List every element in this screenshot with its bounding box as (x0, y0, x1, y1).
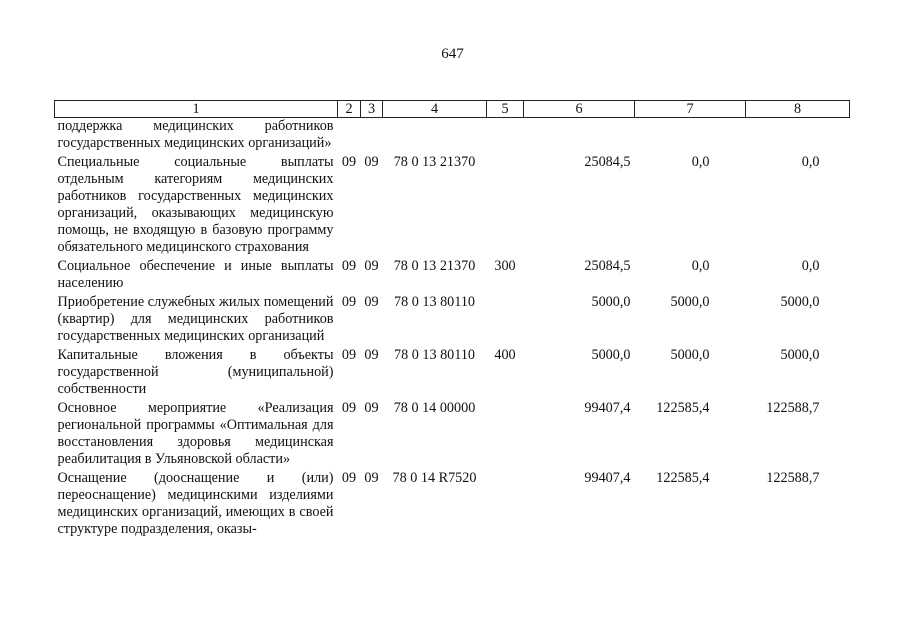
row-expense-type (487, 470, 524, 540)
row-expense-type: 300 (494, 258, 516, 274)
row-target-code: 78 0 13 21370 (393, 154, 476, 170)
table-row (55, 470, 850, 540)
col-header-6: 6 (524, 101, 635, 118)
row-value-1 (524, 118, 635, 155)
row-target-code: 78 0 14 00000 (393, 400, 476, 416)
row-value-2: 0,0 (691, 154, 710, 170)
row-subsection: 09 (364, 258, 379, 274)
row-value-1: 5000,0 (591, 347, 631, 363)
row-value-2: 122585,4 (656, 400, 710, 416)
row-value-3: 5000,0 (780, 294, 820, 310)
row-section (338, 118, 361, 155)
row-subsection: 09 (364, 470, 379, 486)
row-value-2: 0,0 (691, 258, 710, 274)
row-name: поддержка медицинских работников государственных медицинских организаций» (57, 118, 334, 151)
row-value-1: 5000,0 (591, 294, 631, 310)
budget-table (54, 100, 850, 540)
row-name: Основное мероприятие «Реализация региональной программы «Оптимальная для восстановления здоровья медицинская реабилитация в Ульяновской области» (57, 400, 334, 467)
row-name: Специальные социальные выплаты отдельным категориям медицинских работников государственных медицинских организаций, оказывающих медицинскую помощь, не входящую в базовую программу обязательного медицинского страхования (57, 154, 334, 255)
row-expense-type (487, 294, 524, 347)
row-value-3: 122588,7 (766, 470, 820, 486)
row-value-3 (746, 118, 850, 155)
col-header-8: 8 (746, 101, 850, 118)
col-header-7: 7 (635, 101, 746, 118)
header-row (55, 101, 850, 118)
row-value-3: 0,0 (801, 258, 820, 274)
row-subsection: 09 (364, 400, 379, 416)
row-name: Приобретение служебных жилых помещений (квартир) для медицинских работников государственных медицинских организаций (57, 294, 334, 344)
col-header-3: 3 (361, 101, 383, 118)
col-header-4: 4 (383, 101, 487, 118)
row-section: 09 (341, 294, 357, 310)
row-name: Капитальные вложения в объекты государственной (муниципальной) собственности (57, 347, 334, 397)
row-value-3: 122588,7 (766, 400, 820, 416)
row-value-1: 99407,4 (584, 400, 631, 416)
row-value-2 (635, 118, 746, 155)
row-section: 09 (341, 258, 357, 274)
row-name: Оснащение (дооснащение и (или) переоснащение) медицинскими изделиями медицинских организаций, имеющих в своей структуре подразделения, оказы- (57, 470, 334, 537)
row-name: Социальное обеспечение и иные выплаты населению (57, 258, 334, 291)
table-row (55, 118, 850, 155)
col-header-1: 1 (55, 101, 338, 118)
row-expense-type: 400 (494, 347, 516, 363)
row-subsection: 09 (364, 294, 379, 310)
table-row (55, 294, 850, 347)
row-subsection: 09 (364, 154, 379, 170)
row-section: 09 (341, 470, 357, 486)
row-value-1: 25084,5 (584, 258, 631, 274)
row-value-2: 5000,0 (670, 294, 710, 310)
row-target-code: 78 0 13 21370 (393, 258, 476, 274)
row-value-3: 0,0 (801, 154, 820, 170)
row-target-code (383, 118, 487, 155)
row-section: 09 (341, 400, 357, 416)
row-value-2: 5000,0 (670, 347, 710, 363)
row-expense-type (487, 154, 524, 258)
row-section: 09 (341, 347, 357, 363)
table-row (55, 347, 850, 400)
row-target-code: 78 0 14 R7520 (392, 470, 477, 486)
row-target-code: 78 0 13 80110 (393, 294, 476, 310)
row-target-code: 78 0 13 80110 (393, 347, 476, 363)
row-expense-type (487, 400, 524, 470)
page-number: 647 (441, 46, 464, 62)
table-row (55, 400, 850, 470)
row-subsection: 09 (364, 347, 379, 363)
row-subsection (361, 118, 383, 155)
row-expense-type (487, 118, 524, 155)
row-value-1: 99407,4 (584, 470, 631, 486)
col-header-2: 2 (338, 101, 361, 118)
table-row (55, 154, 850, 258)
row-section: 09 (341, 154, 357, 170)
table-row (55, 258, 850, 294)
col-header-5: 5 (487, 101, 524, 118)
row-value-1: 25084,5 (584, 154, 631, 170)
row-value-3: 5000,0 (780, 347, 820, 363)
row-value-2: 122585,4 (656, 470, 710, 486)
